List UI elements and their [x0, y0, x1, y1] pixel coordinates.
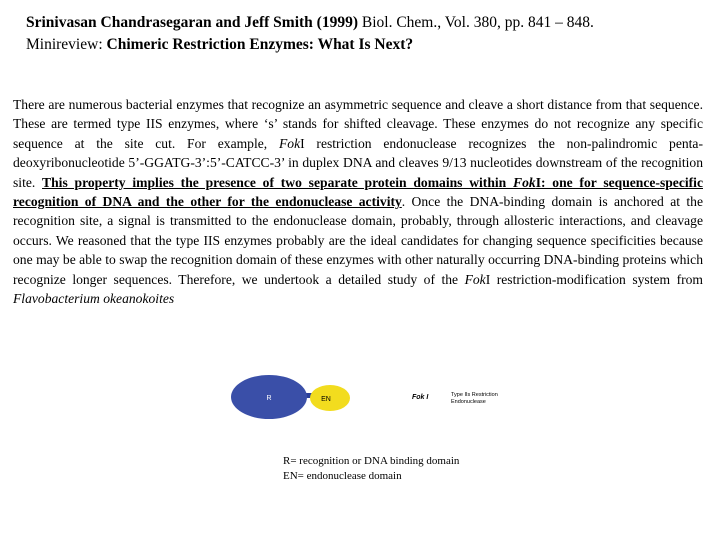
journal-citation: Biol. Chem., Vol. 380, pp. 841 – 848. — [358, 14, 594, 31]
article-title: Chimeric Restriction Enzymes: What Is Next? — [106, 36, 414, 53]
legend-recognition: R= recognition or DNA binding domain — [283, 455, 460, 467]
endonuclease-domain-label: EN — [321, 396, 331, 403]
organism-name: Flavobacterium okeanokoites — [13, 291, 175, 307]
enzyme-name: Fok — [513, 174, 536, 190]
text-segment: . Once the DNA-binding domain is anchored at the recognition site, a signal is transmitted to the endonuclease domain, probably, through allosteric interactions, and cleavage occurs. We reasoned that the type IIS enzymes probably are the ideal candidates for changing sequence specificities because one may be able to swap the recognition domain of these enzymes with other naturally occurring DNA-binding proteins which recognize longer sequences. Therefore, we undertook a detailed study of the — [13, 194, 703, 287]
authors: Srinivasan Chandrasegaran and Jeff Smith (1999) — [26, 14, 358, 31]
recognition-domain-label: R — [266, 395, 272, 402]
enzyme-type-line2: Endonuclease — [451, 399, 486, 405]
citation-line — [26, 12, 706, 34]
text-segment: There are numerous bacterial enzymes that recognize an asymmetric sequence and cleave a short distance from that sequence. These are termed type IIS enzymes, where ‘s’ stands for shifted cleavage. These enzymes do not recognize any specific sequence at the site cut. For example, — [13, 97, 703, 151]
enzyme-name: Fok — [464, 271, 486, 287]
enzyme-type-line1: Type IIs Restriction — [451, 392, 498, 398]
title-line — [26, 34, 706, 56]
fok1-domain-diagram — [228, 362, 518, 437]
text-segment: I restriction endonuclease recognizes the non-palindromic penta-deoxyribonucleotide 5’-GGATG-3’:5’-CATCC-3’ in duplex DNA and cleaves 9/13 nucleotides downstream of the recognition site. — [13, 135, 703, 190]
figure-legend — [283, 454, 459, 484]
legend-endonuclease: EN= endonuclease domain — [283, 470, 402, 482]
text-segment: This property implies the presence of two separate protein domains within — [42, 174, 514, 190]
enzyme-label: Fok I — [412, 394, 429, 401]
citation-header — [26, 12, 706, 56]
article-type: Minireview: — [26, 36, 107, 53]
body-paragraph — [13, 95, 703, 308]
text-segment: I: one for sequence-specific recognition of DNA and the other for the endonuclease activity — [13, 174, 703, 210]
text-segment: I restriction-modification system from — [485, 271, 703, 287]
enzyme-name: Fok — [278, 135, 301, 151]
